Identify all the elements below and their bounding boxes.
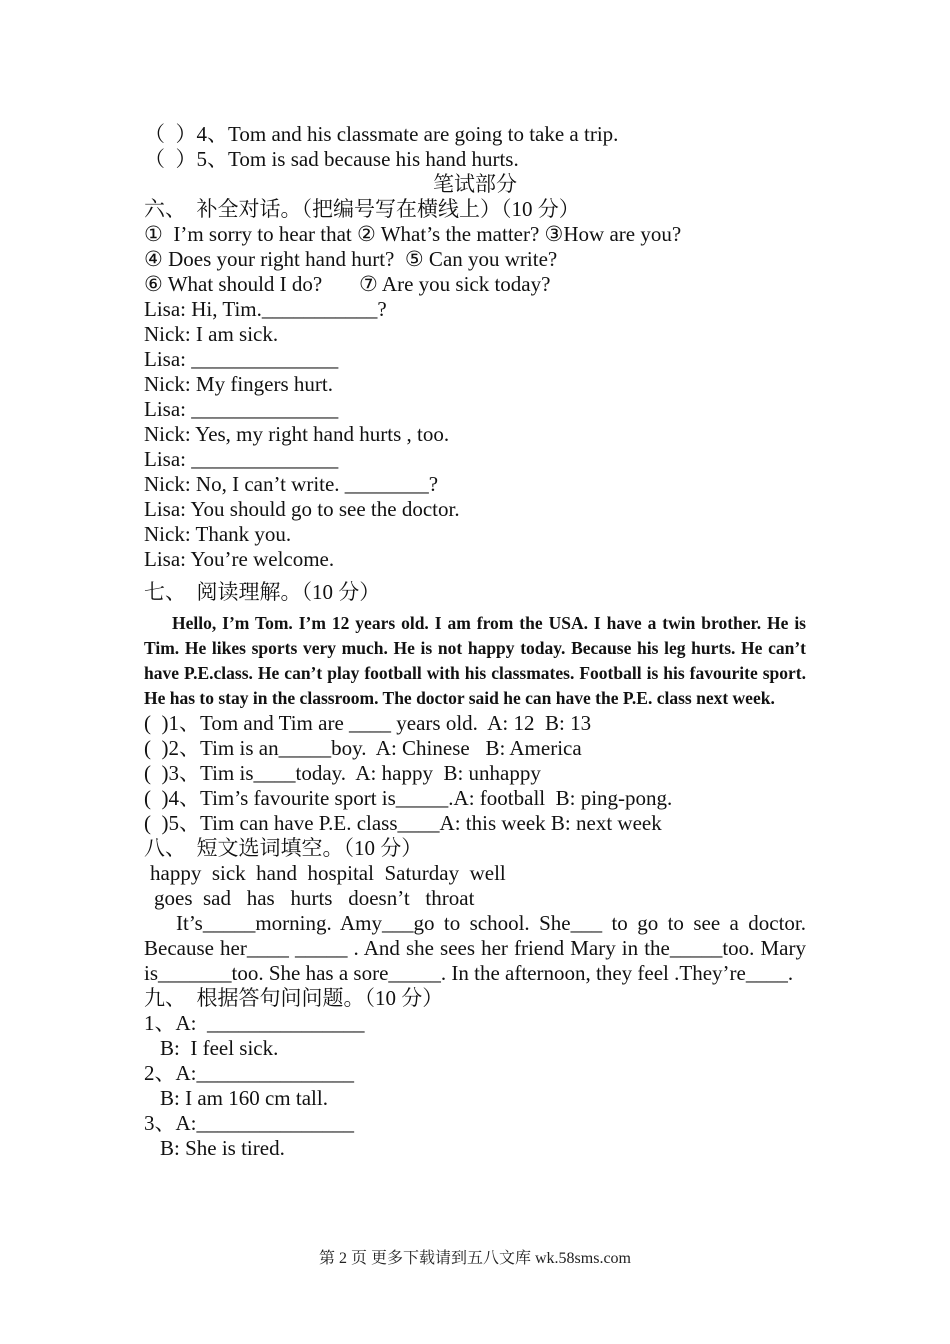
section8-title: 八、 短文选词填空。（10 分）	[144, 836, 423, 860]
section6-option-line: ⑥ What should I do? ⑦ Are you sick today?	[144, 272, 551, 296]
answer-line: B: I feel sick.	[160, 1036, 279, 1060]
reading-passage: Hello, I’m Tom. I’m 12 years old. I am from the USA. I have a twin brother. He is Tim. He likes sports very much. He is not happy today. Because his leg hurts. He can’t have P.E.class. He can’t play football with his classmates. Football is his favourite sport. He has to stay in the classroom. The doctor said he can have the P.E. class next week.	[144, 613, 806, 708]
reading-question: ( )3、Tim is____today. A: happy B: unhappy	[144, 761, 541, 785]
question-prompt: 3、A:_______________	[144, 1111, 354, 1135]
dialogue-line: Lisa: ______________	[144, 447, 339, 471]
answer-line: B: She is tired.	[160, 1136, 285, 1160]
section6-option-line: ① I’m sorry to hear that ② What’s the matter? ③How are you?	[144, 222, 682, 246]
dialogue-line: Nick: No, I can’t write. ________?	[144, 472, 439, 496]
question-prompt: 2、A:_______________	[144, 1061, 354, 1085]
word-bank-line: goes sad has hurts doesn’t throat	[154, 886, 475, 910]
section9-title: 九、 根据答句问问题。（10 分）	[144, 986, 444, 1010]
section7-title: 七、 阅读理解。（10 分）	[144, 580, 381, 604]
question-prompt: 1、A: _______________	[144, 1011, 365, 1035]
page-footer: 第 2 页 更多下载请到五八文库 wk.58sms.com	[318, 1250, 631, 1267]
dialogue-line: Lisa: You should go to see the doctor.	[144, 497, 460, 521]
reading-question: ( )4、Tim’s favourite sport is_____.A: football B: ping-pong.	[144, 786, 673, 810]
dialogue-line: Nick: Yes, my right hand hurts , too.	[144, 422, 450, 446]
reading-question: ( )1、Tom and Tim are ____ years old. A: 12 B: 13	[144, 711, 592, 735]
page-content	[144, 122, 806, 1161]
listening-item-5: （ ）5、Tom is sad because his hand hurts.	[144, 147, 519, 171]
section6-title: 六、 补全对话。（把编号写在横线上）（10 分）	[144, 197, 580, 221]
dialogue-line: Lisa: ______________	[144, 397, 339, 421]
dialogue-line: Nick: Thank you.	[144, 522, 292, 546]
reading-question: ( )2、Tim is an_____boy. A: Chinese B: America	[144, 736, 582, 760]
dialogue-line: Lisa: You’re welcome.	[144, 547, 335, 571]
written-part-title: 笔试部分	[433, 172, 517, 196]
dialogue-line: Lisa: Hi, Tim.___________?	[144, 297, 387, 321]
word-bank-line: happy sick hand hospital Saturday well	[150, 861, 506, 885]
dialogue-line: Nick: I am sick.	[144, 322, 279, 346]
dialogue-line: Lisa: ______________	[144, 347, 339, 371]
reading-question: ( )5、Tim can have P.E. class____A: this week B: next week	[144, 811, 662, 835]
dialogue-line: Nick: My fingers hurt.	[144, 372, 333, 396]
listening-item-4: （ ）4、Tom and his classmate are going to take a trip.	[144, 122, 619, 146]
answer-line: B: I am 160 cm tall.	[160, 1086, 328, 1110]
cloze-passage: It’s_____morning. Amy___go to school. She___ to go to see a doctor. Because her____ _____ . And she sees her friend Mary in the_____too. Mary is_______too. She has a sore_____. In the afternoon, they feel .They’re____.	[144, 911, 806, 985]
section6-option-line: ④ Does your right hand hurt? ⑤ Can you write?	[144, 247, 558, 271]
